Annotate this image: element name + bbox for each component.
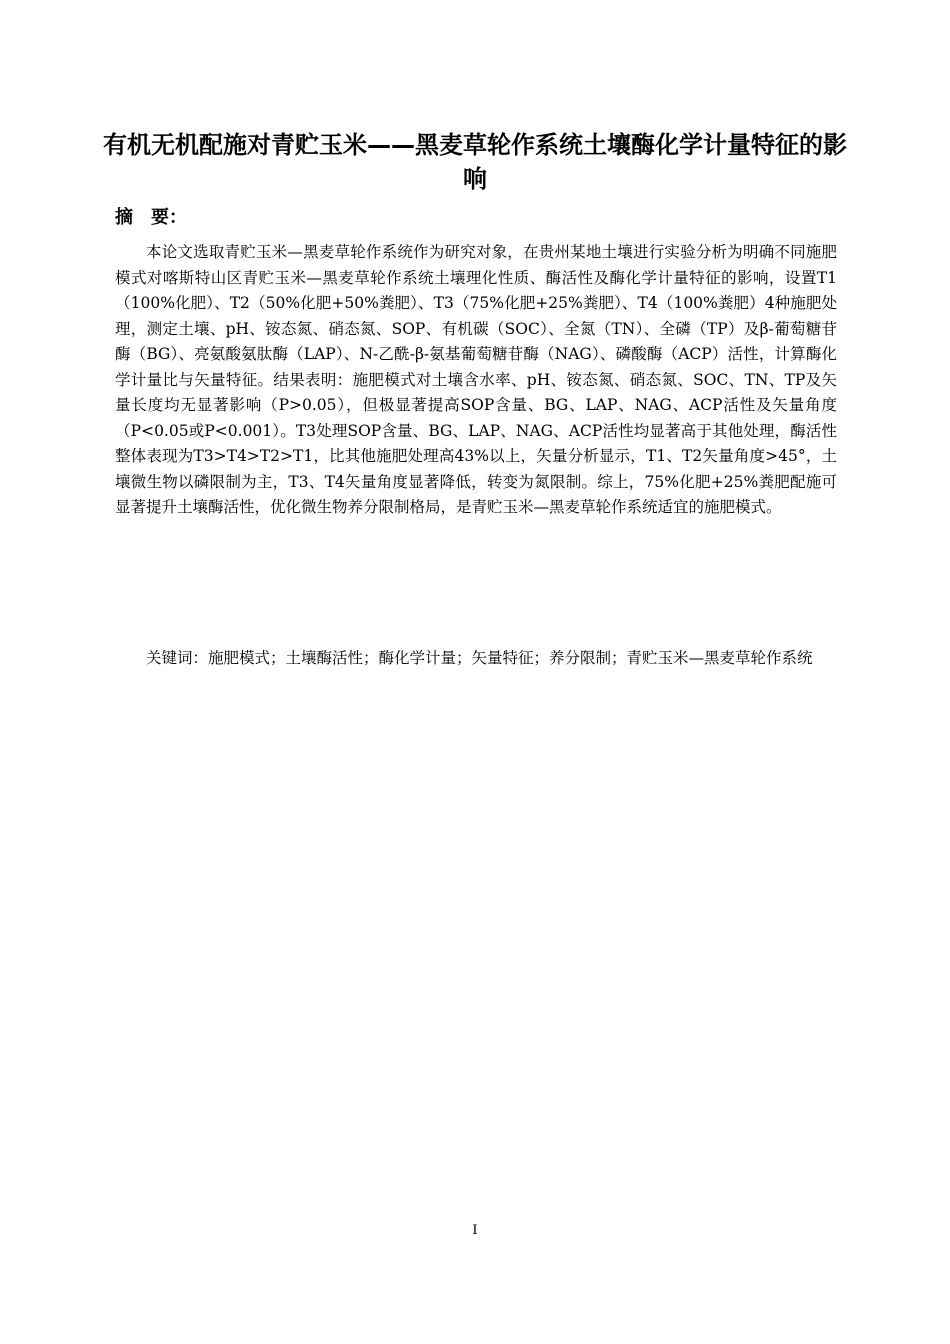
keywords: 关键词：施肥模式；土壤酶活性；酶化学计量；矢量特征；养分限制；青贮玉米—黑麦草轮作系统 <box>146 649 813 667</box>
page-number: I <box>472 1223 478 1238</box>
paper-title: 有机无机配施对青贮玉米——黑麦草轮作系统土壤酶化学计量特征的影响 <box>103 131 847 193</box>
abstract-heading: 摘 要： <box>115 207 187 228</box>
abstract-body: 本论文选取青贮玉米—黑麦草轮作系统作为研究对象，在贵州某地土壤进行实验分析为明确不同施肥模式对喀斯特山区青贮玉米—黑麦草轮作系统土壤理化性质、酶活性及酶化学计量特征的影响，设置T1（100%化肥）、T2（50%化肥+50%粪肥）、T3（75%化肥+25%粪肥）、T4（100%粪肥）4种施肥处理，测定土壤、pH、铵态氮、硝态氮、SOP、有机碳（SOC）、全氮（TN）、全磷（TP）及β-葡萄糖苷酶（BG）、亮氨酸氨肽酶（LAP）、N-乙酰-β-氨基葡萄糖苷酶（NAG）、磷酸酶（ACP）活性，计算酶化学计量比与矢量特征。结果表明：施肥模式对土壤含水率、pH、铵态氮、硝态氮、SOC、TN、TP及矢量长度均无显著影响（P>0.05），但极显著提高SOP含量、BG、LAP、NAG、ACP活性及矢量角度（P<0.05或P<0.001）。T3处理SOP含量、BG、LAP、NAG、ACP活性均显著高于其他处理，酶活性整体表现为T3>T4>T2>T1，比其他施肥处理高43%以上，矢量分析显示，T1、T2矢量角度>45°，土壤微生物以磷限制为主，T3、T4矢量角度显著降低，转变为氮限制。综上，75%化肥+25%粪肥配施可显著提升土壤酶活性，优化微生物养分限制格局，是青贮玉米—黑麦草轮作系统适宜的施肥模式。 <box>115 243 837 516</box>
